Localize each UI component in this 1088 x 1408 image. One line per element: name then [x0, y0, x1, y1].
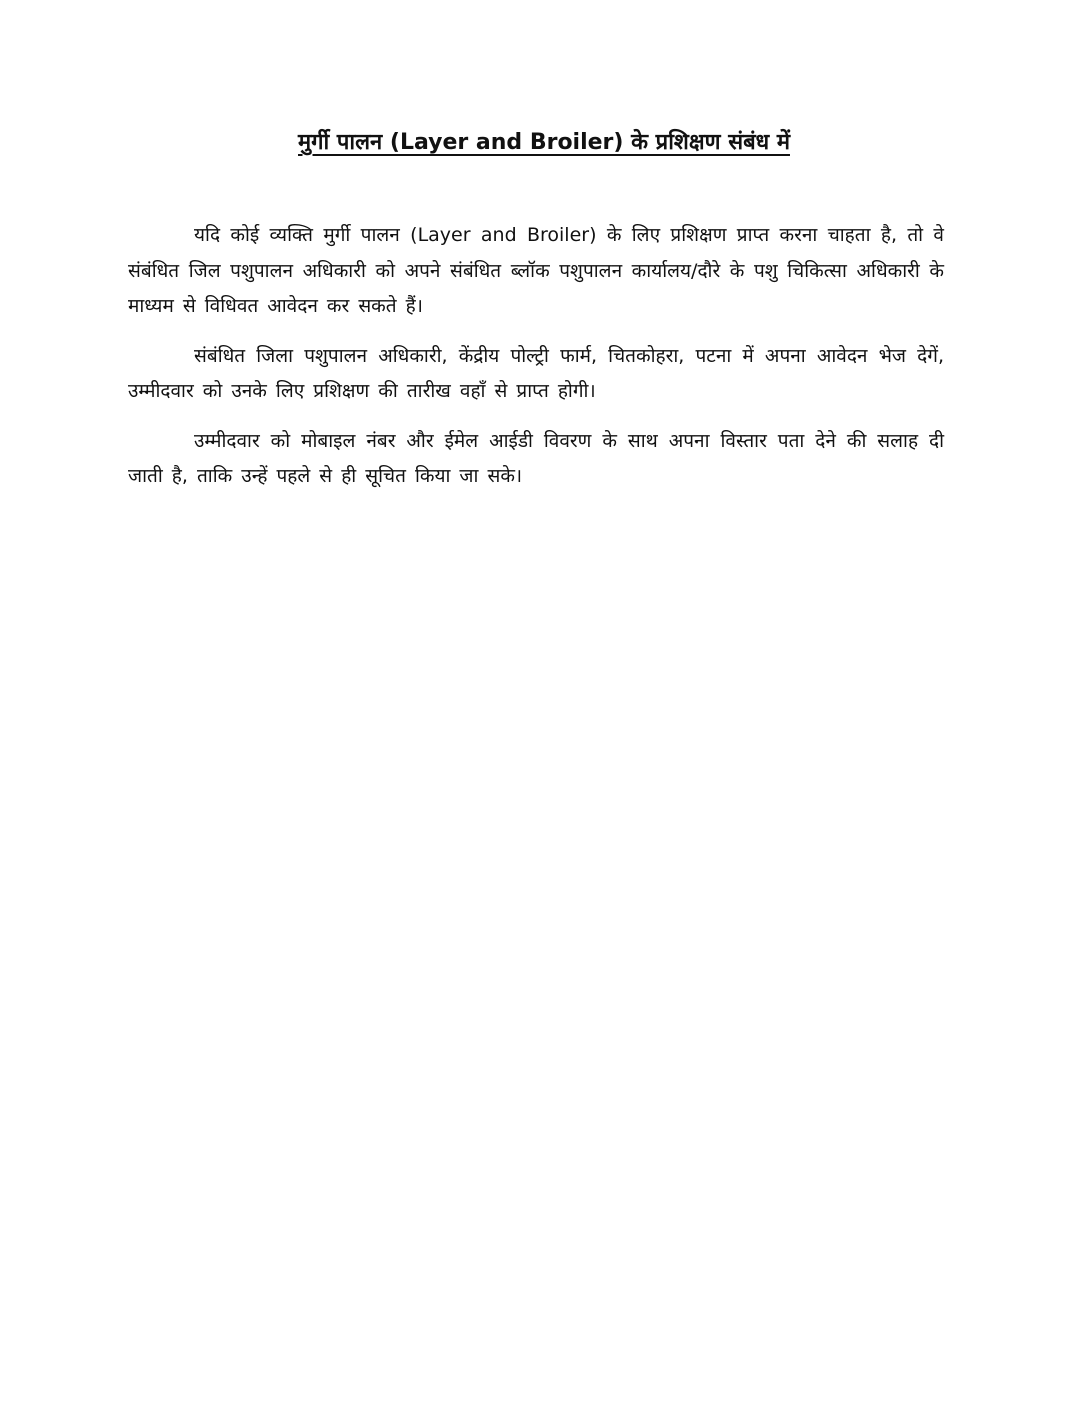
document-title: मुर्गी पालन (Layer and Broiler) के प्रशिक्षण संबंध में — [298, 130, 790, 155]
paragraph-2: संबंधित जिला पशुपालन अधिकारी, केंद्रीय पोल्ट्री फार्म, चितकोहरा, पटना में अपना आवेदन भेज देगें, उम्मीदवार को उनके लिए प्रशिक्षण की तारीख वहाँ से प्राप्त होगी। — [128, 344, 944, 402]
paragraph-1: यदि कोई व्यक्ति मुर्गी पालन (Layer and Broiler) के लिए प्रशिक्षण प्राप्त करना चाहता है, तो वे संबंधित जिल पशुपालन अधिकारी को अपने संबंधित ब्लॉक पशुपालन कार्यालय/दौरे के पशु चिकित्सा अधिकारी के माध्यम से विधिवत आवेदन कर सकते हैं। — [128, 224, 944, 317]
document-title-block — [0, 126, 1088, 160]
document-body — [128, 218, 944, 509]
paragraph-3: उम्मीदवार को मोबाइल नंबर और ईमेल आईडी विवरण के साथ अपना विस्तार पता देने की सलाह दी जाती है, ताकि उन्हें पहले से ही सूचित किया जा सके। — [128, 429, 944, 487]
